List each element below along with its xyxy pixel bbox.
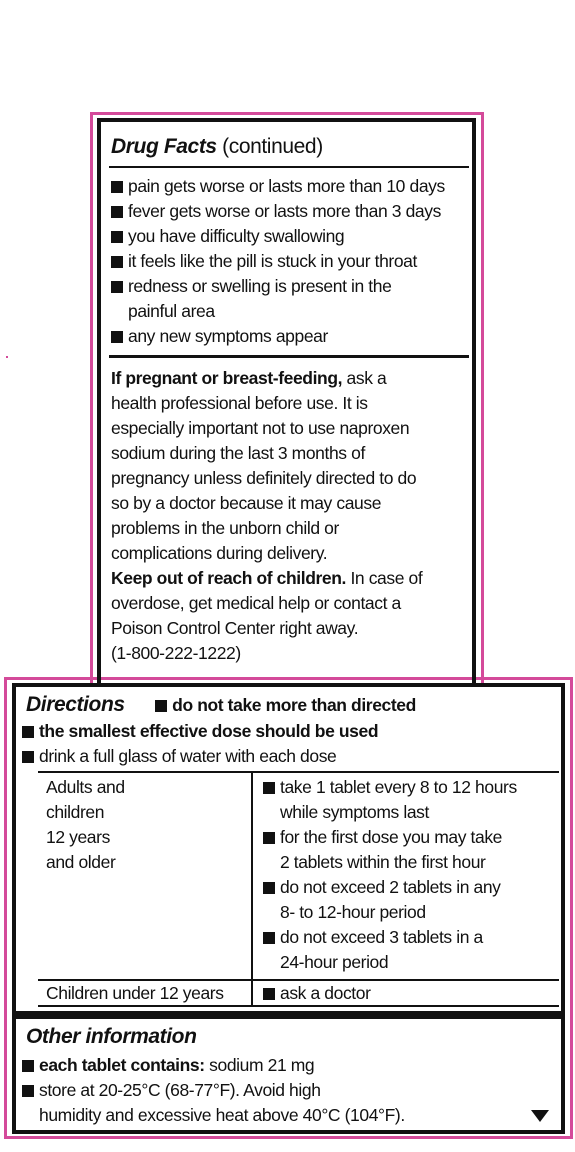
pregnancy-line: complications during delivery. <box>111 543 328 563</box>
pregnancy-line: especially important not to use naproxen <box>111 418 410 438</box>
table-column-divider <box>251 771 253 1005</box>
panel-title-bold: Drug Facts <box>111 135 217 158</box>
continue-arrow-icon <box>531 1110 549 1122</box>
warning-bullet: any new symptoms appear <box>111 324 328 349</box>
warning-bullet: you have difficulty swallowing <box>111 224 344 249</box>
other-info-item: store at 20-25°C (68-77°F). Avoid high <box>22 1078 321 1103</box>
bullet-square-icon <box>263 882 275 894</box>
table-row-children-dosage: ask a doctor <box>263 981 371 1006</box>
panel-title <box>111 134 323 159</box>
pregnancy-line: health professional before use. It is <box>111 393 368 413</box>
table-top-rule <box>38 771 559 773</box>
table-row-children-label: Children under 12 years <box>46 983 224 1003</box>
title-divider <box>109 166 469 168</box>
other-information-heading: Other information <box>26 1025 197 1048</box>
section-divider <box>109 355 469 358</box>
table-row-adults-dosage: take 1 tablet every 8 to 12 hours while symptoms last for the first dose you may take 2 tablets within the first hour do not exceed 2 tablets in any 8- to 12-hour period do not exceed 3 tablets in a 24-hour period <box>263 775 517 975</box>
bullet-square-icon <box>111 206 123 218</box>
children-warning-line: Keep out of reach of children. In case of <box>111 568 423 588</box>
poison-control-phone: (1-800-222-1222) <box>111 643 241 663</box>
bullet-square-icon <box>263 932 275 944</box>
bullet-square-icon <box>22 1085 34 1097</box>
pregnancy-line: problems in the unborn child or <box>111 518 339 538</box>
children-warning-line: overdose, get medical help or contact a <box>111 593 401 613</box>
directions-bullet: drink a full glass of water with each dose <box>22 744 336 769</box>
other-info-item: each tablet contains: sodium 21 mg <box>22 1053 314 1078</box>
bullet-square-icon <box>111 181 123 193</box>
pregnancy-line: pregnancy unless definitely directed to do <box>111 468 417 488</box>
bullet-square-icon <box>155 700 167 712</box>
drug-facts-top-panel <box>97 118 476 684</box>
pregnancy-bold: If pregnant or breast-feeding, <box>111 368 343 388</box>
pregnancy-line: sodium during the last 3 months of <box>111 443 365 463</box>
children-warning-line: Poison Control Center right away. <box>111 618 359 638</box>
warning-bullet: redness or swelling is present in the <box>111 274 391 299</box>
bullet-square-icon <box>111 256 123 268</box>
bullet-square-icon <box>263 832 275 844</box>
other-info-item-continuation: humidity and excessive heat above 40°C (104°F). <box>39 1105 405 1125</box>
directions-inline-note: do not take more than directed <box>172 695 416 715</box>
bullet-square-icon <box>22 751 34 763</box>
stray-pink-dot <box>6 356 8 358</box>
table-row-adults-label: Adults and children 12 years and older <box>46 777 125 872</box>
bullet-square-icon <box>22 726 34 738</box>
bullet-square-icon <box>22 1060 34 1072</box>
directions-panel <box>12 683 565 1015</box>
bullet-square-icon <box>111 231 123 243</box>
bullet-square-icon <box>111 281 123 293</box>
children-warning-bold: Keep out of reach of children. <box>111 568 346 588</box>
other-information-panel <box>12 1015 565 1134</box>
warning-bullet: fever gets worse or lasts more than 3 days <box>111 199 441 224</box>
pregnancy-line: If pregnant or breast-feeding, ask a <box>111 368 387 388</box>
panel-title-rest: (continued) <box>216 135 323 158</box>
bullet-square-icon <box>263 988 275 1000</box>
bullet-square-icon <box>111 331 123 343</box>
bullet-square-icon <box>263 782 275 794</box>
directions-header-line <box>26 692 416 718</box>
warning-bullet: it feels like the pill is stuck in your throat <box>111 249 417 274</box>
directions-heading: Directions <box>26 693 125 716</box>
warning-bullet: pain gets worse or lasts more than 10 days <box>111 174 445 199</box>
warning-bullet-continuation: painful area <box>128 301 215 321</box>
pregnancy-line: so by a doctor because it may cause <box>111 493 382 513</box>
directions-bullet-bold: the smallest effective dose should be used <box>22 719 378 744</box>
